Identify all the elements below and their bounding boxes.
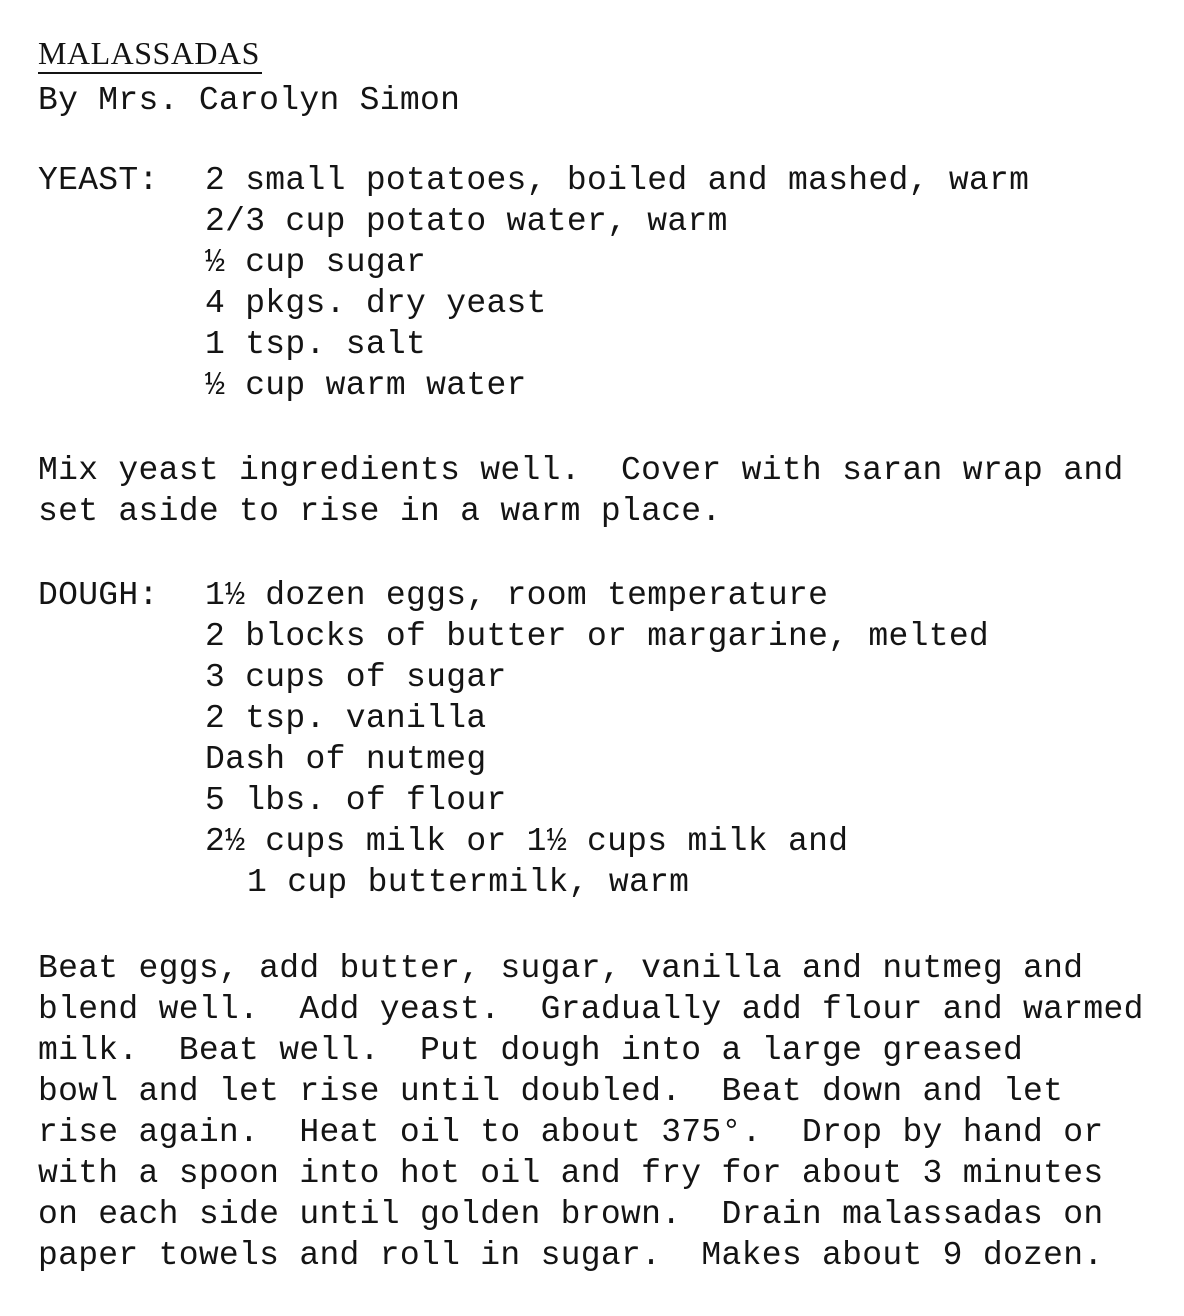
dough-label: DOUGH: <box>38 577 159 614</box>
yeast-ingredient: 2 small potatoes, boiled and mashed, warm <box>205 162 1030 199</box>
dough-ingredient: 5 lbs. of flour <box>205 782 507 819</box>
yeast-ingredient: 1 tsp. salt <box>205 326 427 363</box>
dough-instruction-line: milk. Beat well. Put dough into a large greased <box>38 1032 1024 1069</box>
yeast-ingredient-list <box>205 160 1029 406</box>
dough-instruction-line: on each side until golden brown. Drain malassadas on <box>38 1196 1104 1233</box>
dough-ingredient: 2 tsp. vanilla <box>205 700 487 737</box>
recipe-author: By Mrs. Carolyn Simon <box>38 82 461 119</box>
dough-instruction-line: Beat eggs, add butter, sugar, vanilla and nutmeg and <box>38 950 1084 987</box>
dough-instruction-line: paper towels and roll in sugar. Makes about 9 dozen. <box>38 1237 1104 1274</box>
dough-ingredient: Dash of nutmeg <box>205 741 487 778</box>
yeast-ingredient: 4 pkgs. dry yeast <box>205 285 547 322</box>
dough-instruction-line: rise again. Heat oil to about 375°. Drop by hand or <box>38 1114 1104 1151</box>
yeast-instruction-line: Mix yeast ingredients well. Cover with saran wrap and <box>38 452 1124 489</box>
dough-instruction-line: bowl and let rise until doubled. Beat down and let <box>38 1073 1064 1110</box>
yeast-label: YEAST: <box>38 162 159 199</box>
recipe-title: MALASSADAS <box>38 34 262 74</box>
yeast-instruction-line: set aside to rise in a warm place. <box>38 493 722 530</box>
yeast-ingredient: ½ cup sugar <box>205 244 427 281</box>
dough-ingredient: 1½ dozen eggs, room temperature <box>205 577 829 614</box>
dough-instruction-line: with a spoon into hot oil and fry for about 3 minutes <box>38 1155 1104 1192</box>
dough-ingredient-list <box>205 575 989 903</box>
dough-ingredient: 3 cups of sugar <box>205 659 507 696</box>
dough-ingredient: 1 cup buttermilk, warm <box>247 864 690 901</box>
dough-instructions <box>38 948 1158 1276</box>
yeast-ingredient: 2/3 cup potato water, warm <box>205 203 728 240</box>
dough-ingredient: 2½ cups milk or 1½ cups milk and <box>205 823 849 860</box>
dough-ingredient: 2 blocks of butter or margarine, melted <box>205 618 990 655</box>
dough-instruction-line: blend well. Add yeast. Gradually add flour and warmed <box>38 991 1144 1028</box>
yeast-ingredient: ½ cup warm water <box>205 367 527 404</box>
yeast-instructions <box>38 450 1158 532</box>
